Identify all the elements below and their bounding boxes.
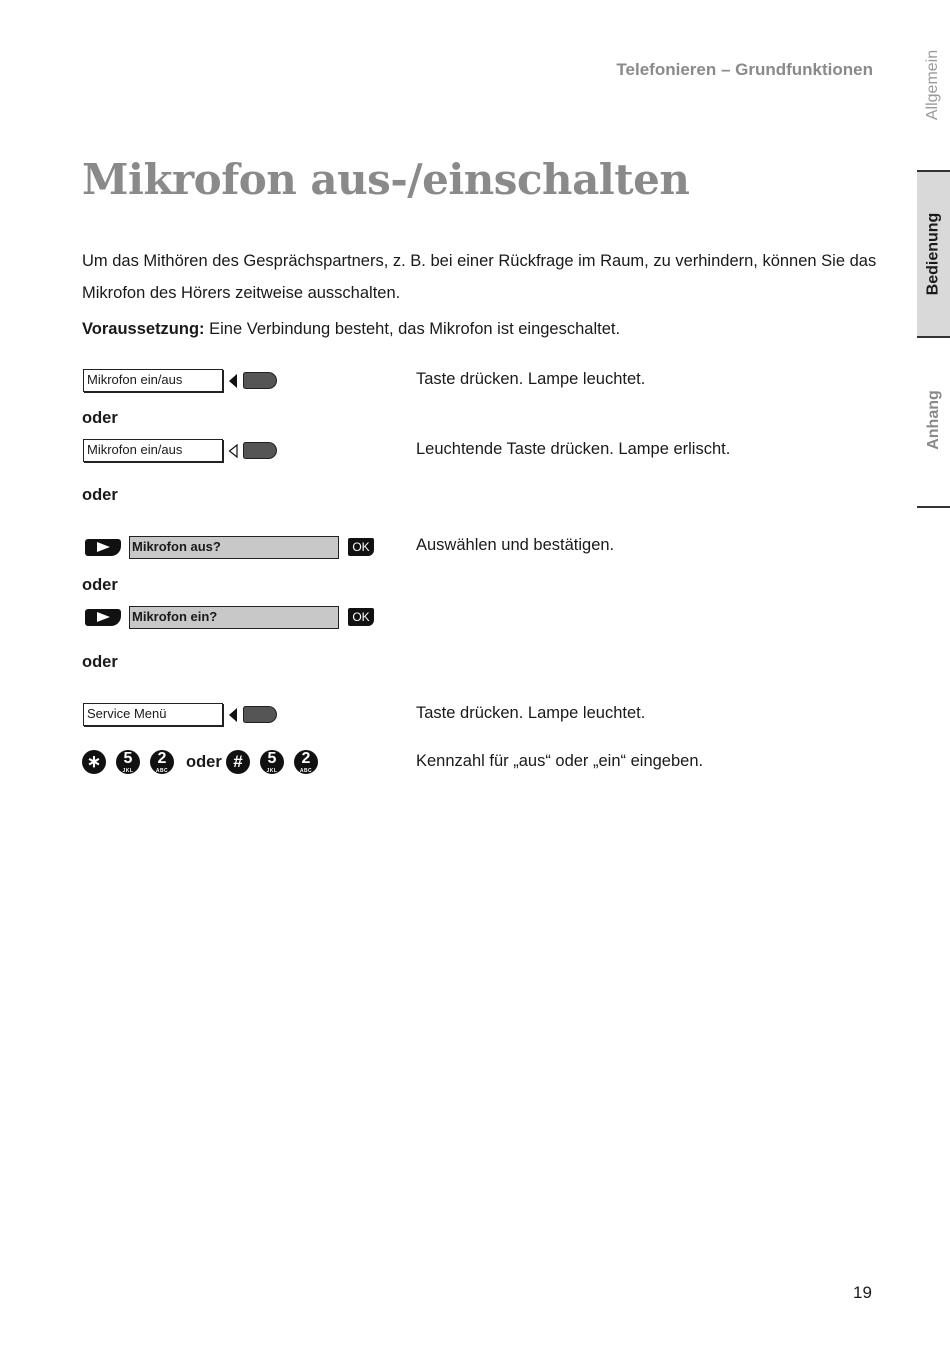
- display-label-mikrofon: Mikrofon ein/aus: [83, 369, 223, 392]
- key-letters: ABC: [299, 768, 313, 774]
- tab-anhang[interactable]: [917, 360, 950, 480]
- step-5-text: Taste drücken. Lampe leuchtet.: [416, 704, 646, 722]
- code-step-text: Kennzahl für „aus“ oder „ein“ eingeben.: [416, 752, 704, 770]
- function-key[interactable]: [243, 372, 277, 389]
- page-title: Mikrofon aus-/einschalten: [82, 155, 690, 204]
- hash-key-icon: [226, 750, 250, 774]
- key-letters: JKL: [266, 768, 278, 774]
- key-symbol: #: [233, 752, 243, 771]
- ok-button[interactable]: OK: [348, 538, 374, 556]
- lamp-off-icon: [228, 444, 238, 458]
- digit-key-2: [294, 750, 318, 774]
- oder-label: oder: [82, 486, 118, 504]
- prerequisite-text: Eine Verbindung besteht, das Mikrofon ist eingeschaltet.: [204, 320, 621, 338]
- function-key[interactable]: [243, 442, 277, 459]
- tab-bedienung[interactable]: [917, 170, 950, 338]
- digit-key-2: [150, 750, 174, 774]
- code-connector: oder: [186, 753, 222, 771]
- tab-allgemein[interactable]: [917, 30, 950, 140]
- key-digit: 2: [301, 750, 311, 767]
- oder-label: oder: [82, 576, 118, 594]
- prerequisite: [82, 315, 882, 343]
- key-digit: 2: [157, 750, 167, 767]
- lamp-on-icon: [228, 708, 238, 722]
- tab-label: Bedienung: [924, 212, 942, 296]
- page-number: 19: [853, 1283, 872, 1302]
- key-digit: 5: [123, 750, 133, 767]
- key-letters: JKL: [122, 768, 134, 774]
- digit-key-5: [116, 750, 140, 774]
- display-label-mikrofon: Mikrofon ein/aus: [83, 439, 223, 462]
- tab-divider: [917, 506, 950, 508]
- oder-label: oder: [82, 653, 118, 671]
- key-digit: 5: [267, 750, 277, 767]
- running-header: Telefonieren – Grundfunktionen: [616, 60, 873, 79]
- digit-key-5: [260, 750, 284, 774]
- intro-paragraph: Um das Mithören des Gesprächspartners, z. B. bei einer Rückfrage im Raum, zu verhindern, können Sie das Mikrofon des Hörers zeitweise ausschalten.: [82, 252, 877, 302]
- oder-label: oder: [82, 409, 118, 427]
- function-key[interactable]: [243, 706, 277, 723]
- code-sequence: [82, 750, 342, 776]
- step-3-text: Auswählen und bestätigen.: [416, 536, 615, 554]
- step-2-text: Leuchtende Taste drücken. Lampe erlischt.: [416, 440, 731, 458]
- tab-label: Anhang: [924, 390, 942, 450]
- key-letters: ABC: [155, 768, 169, 774]
- menu-entry-mikrofon-ein[interactable]: Mikrofon ein?: [129, 606, 339, 629]
- lamp-on-icon: [228, 374, 238, 388]
- ok-button[interactable]: OK: [348, 608, 374, 626]
- section-tabs: [917, 0, 950, 510]
- menu-entry-mikrofon-aus[interactable]: Mikrofon aus?: [129, 536, 339, 559]
- star-key-icon: [82, 750, 106, 774]
- step-1-text: Taste drücken. Lampe leuchtet.: [416, 370, 646, 388]
- arrow-key-icon[interactable]: [85, 609, 121, 626]
- arrow-key-icon[interactable]: [85, 539, 121, 556]
- display-label-service-menu: Service Menü: [83, 703, 223, 726]
- tab-label: Allgemein: [924, 49, 942, 121]
- prerequisite-label: Voraussetzung:: [82, 320, 205, 338]
- key-symbol: ∗: [86, 752, 102, 771]
